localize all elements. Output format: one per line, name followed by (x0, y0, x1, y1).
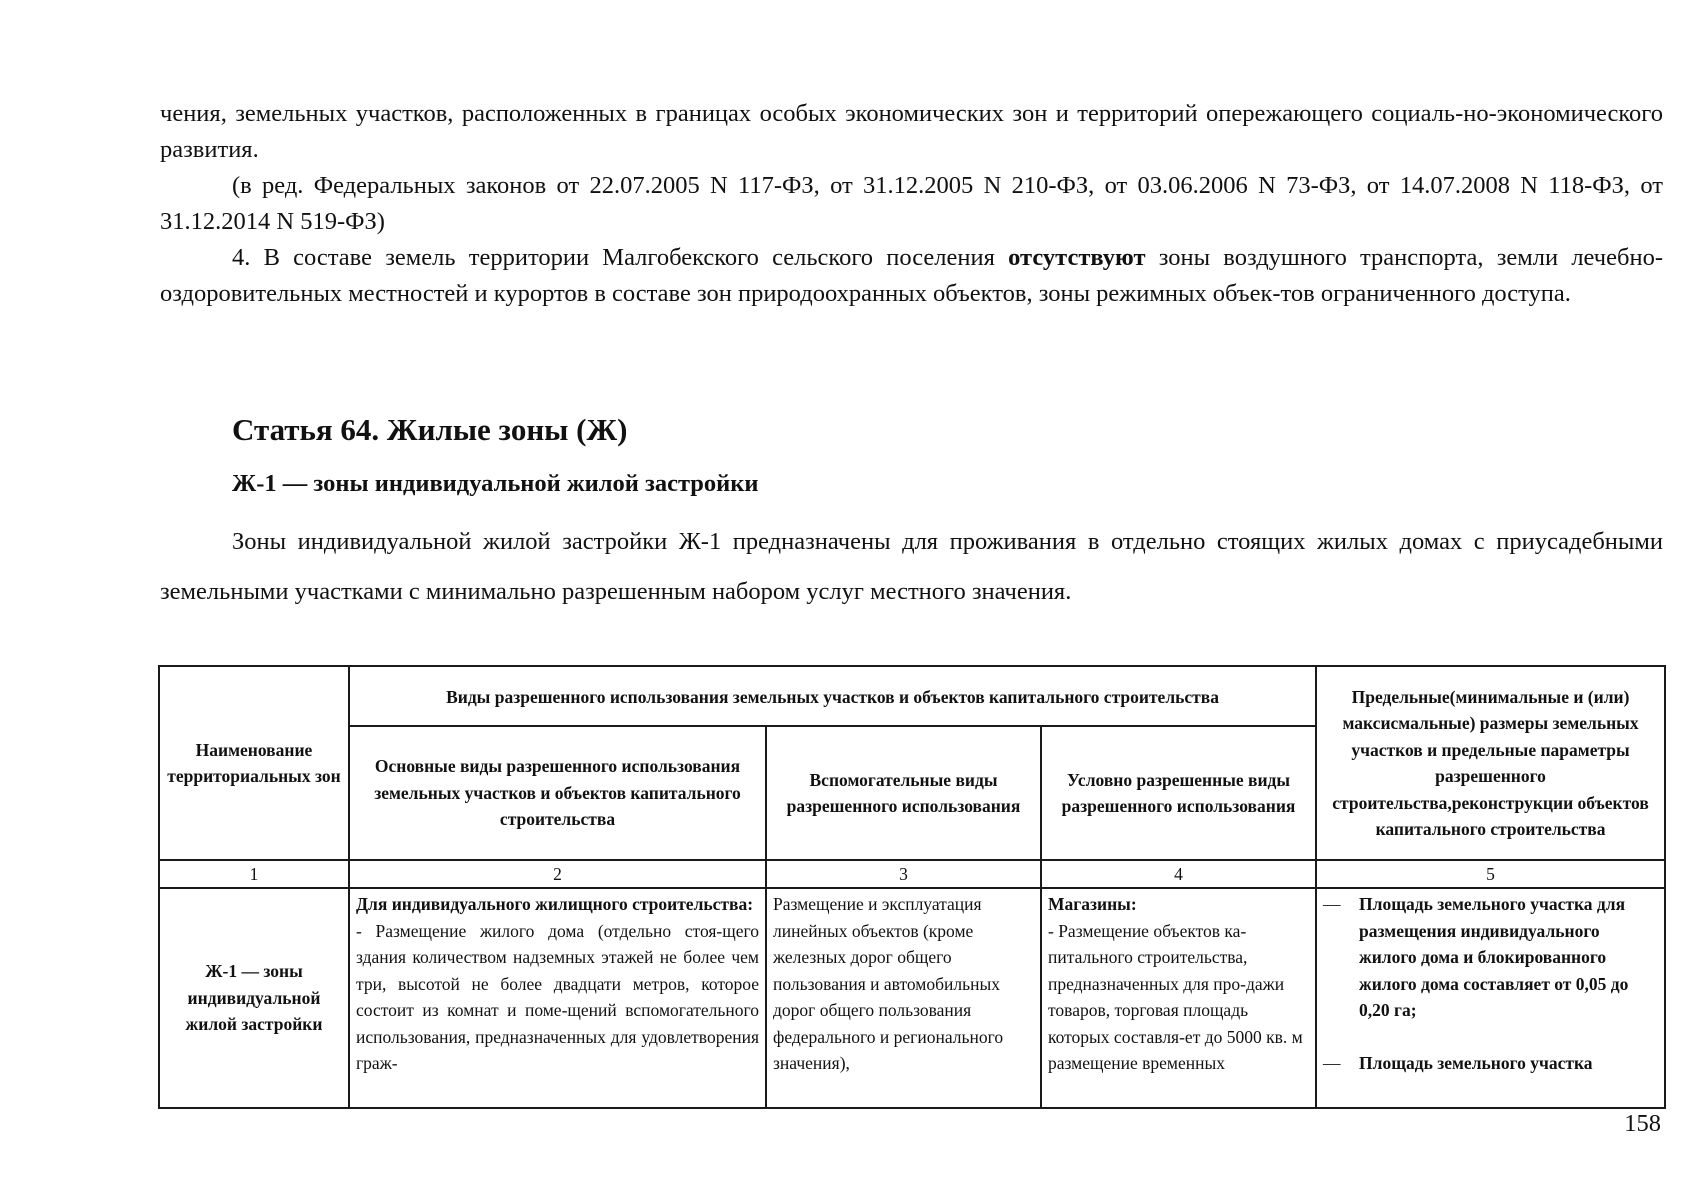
column-number: 4 (1041, 860, 1316, 888)
column-number: 5 (1316, 860, 1665, 888)
dash-marker: — (1323, 894, 1341, 914)
main-uses-cell (349, 888, 766, 1108)
limit-spacer (1323, 1024, 1658, 1050)
dash-marker: — (1323, 1052, 1341, 1073)
column-number: 1 (159, 860, 349, 888)
paragraph-item-4-start: 4. В составе земель территории Малгобекского сельского поселения (232, 244, 1009, 271)
cond-uses-title: Магазины: (1048, 894, 1137, 914)
paragraph-continuation: чения, земельных участков, расположенных в границах особых экономических зон и территорий опережающего социаль-но-экономического развития. (160, 100, 1663, 163)
column-number: 2 (349, 860, 766, 888)
header-zone-name: Наименование территориальных зон (159, 666, 349, 860)
limit-item-text: Площадь земельного участка для размещения индивидуального жилого дома и блокированного жилого дома составляет от 0,05 до 0,20 га; (1359, 894, 1629, 1020)
zone-intro: Зоны индивидуальной жилой застройки Ж-1 предназначены для проживания в отдельно стоящих жилых домах с приусадебными земельными участками с минимально разрешенным набором услуг местного значения. (160, 528, 1663, 605)
paragraph-item-4 (160, 240, 1663, 312)
main-uses-text: - Размещение жилого дома (отдельно стоя-щего здания количеством надземных этажей не более чем три, высотой не более двадцати метров, которое состоит из комнат и поме-щений вспомогательного использования, предназначенных для удовлетворения граж- (356, 920, 759, 1073)
page-number: 158 (1624, 1110, 1661, 1137)
page-body (160, 96, 1663, 312)
cond-uses-cell (1041, 888, 1316, 1108)
aux-uses-cell: Размещение и эксплуатация линейных объектов (кроме железных дорог общего пользования и автомобильных дорог общего пользования федерального и регионального значения), (766, 888, 1041, 1108)
paragraph-item-4-emphasis: отсутствуют (1008, 244, 1146, 271)
paragraph-amendments: (в ред. Федеральных законов от 22.07.2005 N 117-ФЗ, от 31.12.2005 N 210-ФЗ, от 03.06.2006 N 73-ФЗ, от 14.07.2008 N 118-ФЗ, от 31.12.2014 N 519-ФЗ) (160, 172, 1663, 235)
column-number: 3 (766, 860, 1041, 888)
header-main-uses: Основные виды разрешенного использования земельных участков и объектов капитального строительства (349, 726, 766, 860)
main-uses-title: Для индивидуального жилищного строительства: (356, 894, 754, 914)
limit-item-text: Площадь земельного участка (1359, 1052, 1593, 1073)
table-header-row-1 (159, 666, 1665, 726)
table-row (159, 888, 1665, 1108)
zone-heading: Ж-1 — зоны индивидуальной жилой застройки (232, 470, 759, 497)
limit-item (1323, 891, 1658, 1024)
cond-uses-text: - Размещение объектов ка-питального строительства, предназначенных для про-дажи товаров, торговая площадь которых составля-ет до 5000 кв. м размещение временных (1048, 920, 1303, 1073)
article-title: Статья 64. Жилые зоны (Ж) (232, 412, 628, 447)
limit-item (1323, 1050, 1658, 1077)
header-limits: Предельные(минимальные и (или) максисмальные) размеры земельных участков и предельные параметры разрешенного строительства,реконструкции объектов капитального строительства (1316, 666, 1665, 860)
table-number-row (159, 860, 1665, 888)
header-cond-uses: Условно разрешенные виды разрешенного использования (1041, 726, 1316, 860)
header-aux-uses: Вспомогательные виды разрешенного использования (766, 726, 1041, 860)
zones-table (158, 665, 1666, 1109)
header-uses-group: Виды разрешенного использования земельных участков и объектов капитального строительства (349, 666, 1316, 726)
zone-name-cell: Ж-1 — зоны индивидуальной жилой застройки (159, 888, 349, 1108)
limits-cell (1316, 888, 1665, 1108)
paragraph-item-4-end: зоны воздушного транспорта, земли лечебно-оздоровительных местностей и курортов в составе зон природоохранных объектов, зоны режимных объек-тов ограниченного доступа. (160, 244, 1663, 307)
